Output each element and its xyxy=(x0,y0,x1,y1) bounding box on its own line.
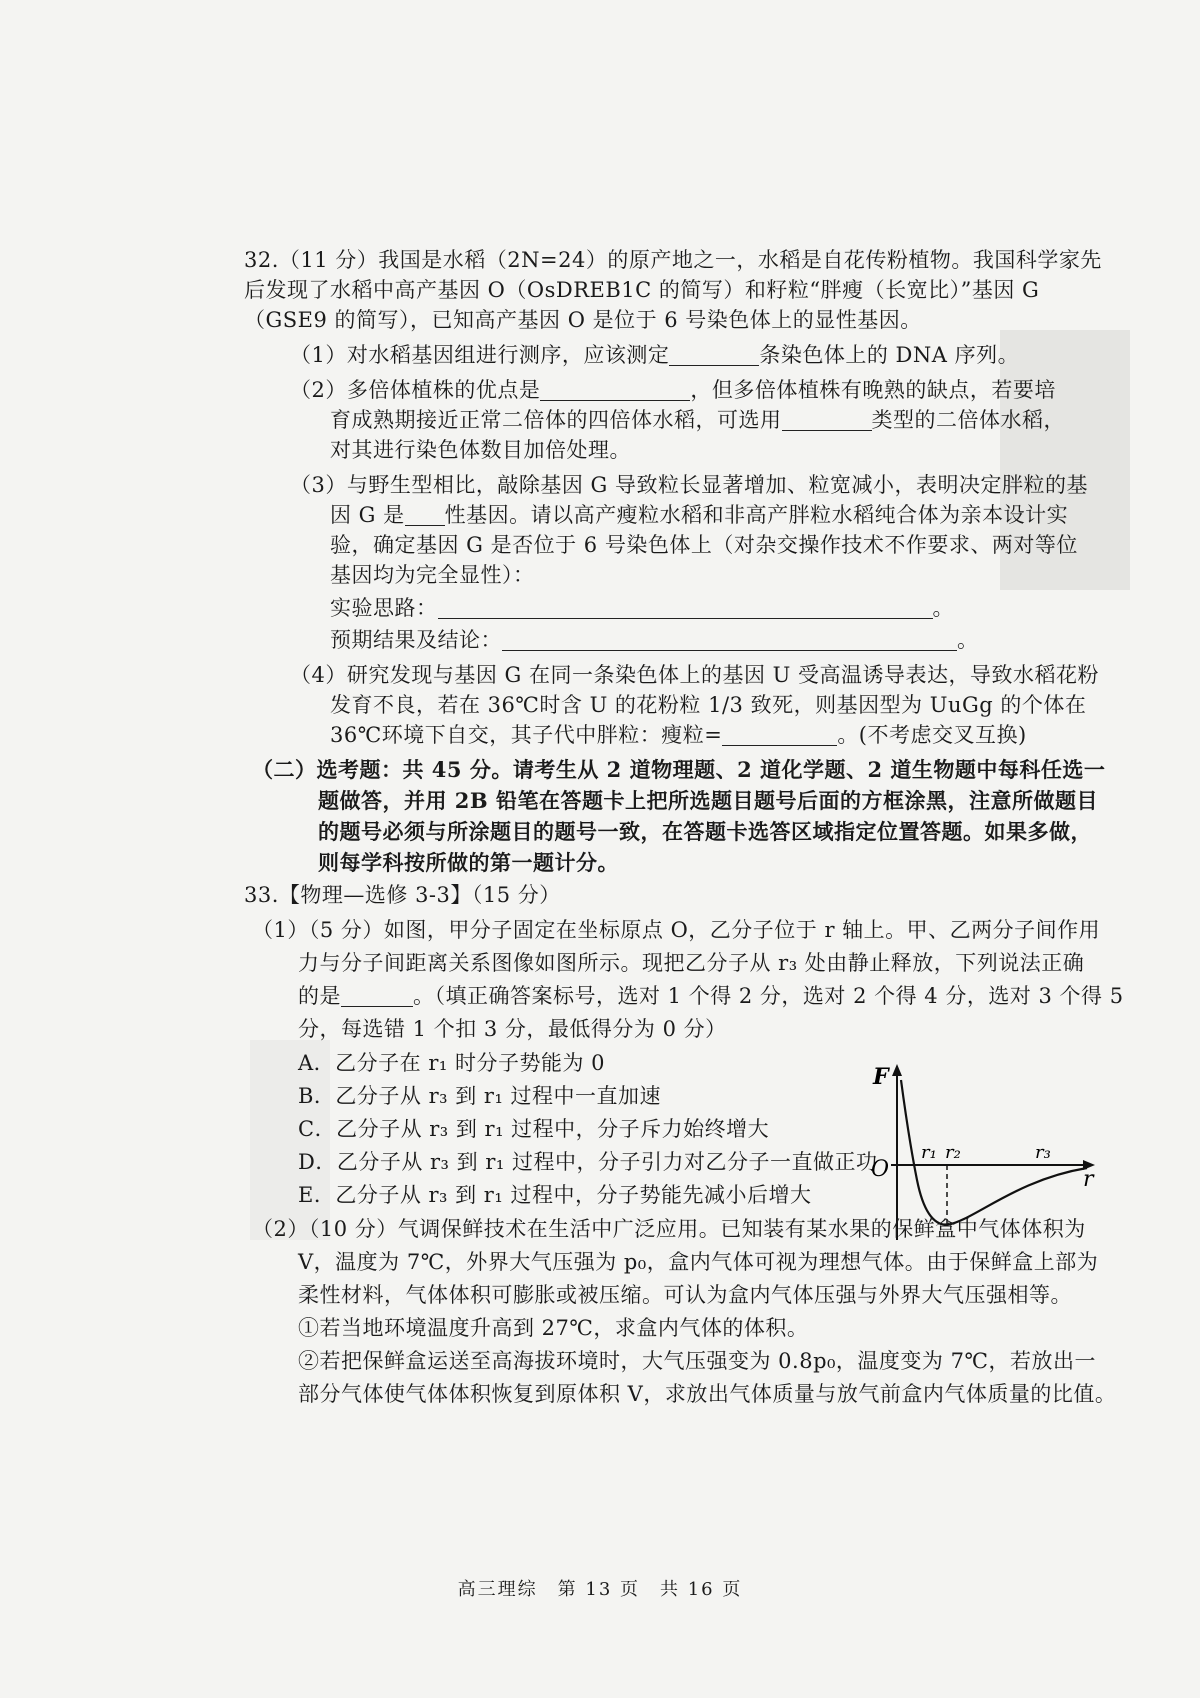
q32-part2-line2 xyxy=(330,405,1065,435)
q32-part1-text-a: （1）对水稻基因组进行测序，应该测定 xyxy=(290,343,670,367)
period: 。 xyxy=(932,596,954,620)
q32-part2-line3: 对其进行染色体数目加倍处理。 xyxy=(330,438,631,462)
q32-part2-text-c: 育成熟期接近正常二倍体的四倍体水稻，可选用 xyxy=(330,408,782,432)
section2-line-3: 的题号必须与所涂题目的题号一致，在答题卡选答区域指定位置答题。如果多做， xyxy=(318,819,1092,844)
q32-part1-text-b: 条染色体上的 DNA 序列。 xyxy=(759,343,1020,367)
section2-line-4: 则每学科按所做的第一题计分。 xyxy=(318,850,619,875)
r-axis-label: r xyxy=(1083,1167,1094,1192)
option-c: C．乙分子从 r₃ 到 r₁ 过程中，分子斥力始终增大 xyxy=(298,1117,770,1141)
q32-part4-line3 xyxy=(330,720,1027,750)
period: 。 xyxy=(957,628,979,652)
option-a: A．乙分子在 r₁ 时分子势能为 0 xyxy=(298,1051,606,1075)
q32-part2-text-d: 类型的二倍体水稻， xyxy=(871,408,1065,432)
q33-sub2-line2: V，温度为 7℃，外界大气压强为 p₀，盒内气体可视为理想气体。由于保鲜盒上部为 xyxy=(298,1250,1099,1274)
q32-part3-line3: 验，确定基因 G 是否位于 6 号染色体上（对杂交操作技术不作要求、两对等位 xyxy=(330,533,1078,557)
q32-part4-text-d: 。(不考虑交叉互换) xyxy=(837,723,1027,747)
q32-part3-blank-1[interactable] xyxy=(405,503,445,526)
expected-result-label: 预期结果及结论： xyxy=(330,628,502,652)
q32-part1-blank[interactable] xyxy=(669,343,759,366)
q32-part3-text-b: 因 G 是 xyxy=(330,503,405,527)
q32-part2-line1 xyxy=(290,375,1056,405)
expected-result-blank[interactable] xyxy=(502,628,957,651)
q32-part2-text-b: ，但多倍体植株有晚熟的缺点，若要培 xyxy=(690,378,1056,402)
q32-part4-blank[interactable] xyxy=(722,723,837,746)
page-footer: 高三理综 第 13 页 共 16 页 xyxy=(457,1579,743,1600)
q33-sub1-line1: （1）（5 分）如图，甲分子固定在坐标原点 O，乙分子位于 r 轴上。甲、乙两分子间作用 xyxy=(252,918,1101,942)
q32-part3-line1: （3）与野生型相比，敲除基因 G 导致粒长显著增加、粒宽减小，表明决定胖粒的基 xyxy=(290,473,1088,497)
q33-sub2-line3: 柔性材料，气体体积可膨胀或被压缩。可认为盒内气体压强与外界大气压强相等。 xyxy=(298,1283,1072,1307)
q32-part3-idea xyxy=(330,593,954,623)
q33-answer-blank[interactable] xyxy=(341,984,413,1007)
r1-label: r₁ xyxy=(921,1142,937,1163)
q32-part4-text-c: 36℃环境下自交，其子代中胖粒：瘦粒= xyxy=(330,723,723,747)
q32-part4-line1: （4）研究发现与基因 G 在同一条染色体上的基因 U 受高温诱导表达，导致水稻花粉 xyxy=(290,663,1100,687)
q32-line-2: 后发现了水稻中高产基因 O（OsDREB1C 的简写）和籽粒“胖瘦（长宽比）”基因 G xyxy=(244,278,1040,302)
q33-sub2-line1: （2）（10 分）气调保鲜技术在生活中广泛应用。已知装有某水果的保鲜盒中气体体积为 xyxy=(252,1217,1086,1241)
q33-sub1-text-c2: 。（填正确答案标号，选对 1 个得 2 分，选对 2 个得 4 分，选对 3 个得 5 xyxy=(413,984,1124,1008)
q32-part3-line2 xyxy=(330,500,1068,530)
r2-label: r₂ xyxy=(945,1142,961,1163)
origin-label: O xyxy=(871,1157,890,1182)
q32-part3-result xyxy=(330,625,979,655)
option-d: D．乙分子从 r₃ 到 r₁ 过程中，分子引力对乙分子一直做正功 xyxy=(298,1150,878,1174)
experiment-idea-label: 实验思路： xyxy=(330,596,438,620)
q33-title: 33.【物理—选修 3-3】（15 分） xyxy=(244,883,561,907)
q33-sub1-line2: 力与分子间距离关系图像如图所示。现把乙分子从 r₃ 处由静止释放，下列说法正确 xyxy=(298,951,1085,975)
q32-part4-line2: 发育不良，若在 36℃时含 U 的花粉粒 1/3 致死，则基因型为 UuGg 的个体在 xyxy=(330,693,1087,717)
section2-line-1: （二）选考题：共 45 分。请考生从 2 道物理题、2 道化学题、2 道生物题中每科任选一 xyxy=(252,757,1106,782)
q32-line-1: 32.（11 分）我国是水稻（2N=24）的原产地之一，水稻是自花传粉植物。我国科学家先 xyxy=(244,248,1102,272)
q33-sub2-line5: ②若把保鲜盒运送至高海拔环境时，大气压强变为 0.8p₀，温度变为 7℃，若放出一 xyxy=(298,1349,1096,1373)
q33-sub2-line4: ①若当地环境温度升高到 27℃，求盒内气体的体积。 xyxy=(298,1316,809,1340)
f-axis-arrow xyxy=(892,1064,902,1076)
q32-part1 xyxy=(290,340,1019,370)
q32-part3-line4: 基因均为完全显性）： xyxy=(330,563,535,587)
section2-line-2: 题做答，并用 2B 铅笔在答题卡上把所选题目题号后面的方框涂黑，注意所做题目 xyxy=(318,788,1098,813)
option-b: B．乙分子从 r₃ 到 r₁ 过程中一直加速 xyxy=(298,1084,662,1108)
q33-sub2-line6: 部分气体使气体体积恢复到原体积 V，求放出气体质量与放气前盒内气体质量的比值。 xyxy=(298,1382,1117,1406)
q32-part3-text-c: 性基因。请以高产瘦粒水稻和非高产胖粒水稻纯合体为亲本设计实 xyxy=(444,503,1069,527)
q32-part2-blank-2[interactable] xyxy=(782,408,872,431)
r3-label: r₃ xyxy=(1035,1142,1051,1163)
q33-sub1-text-c1: 的是 xyxy=(298,984,341,1008)
q33-sub1-line3 xyxy=(298,981,1124,1011)
q32-part2-text-a: （2）多倍体植株的优点是 xyxy=(290,378,541,402)
experiment-idea-blank[interactable] xyxy=(438,596,933,619)
f-label: F xyxy=(873,1064,889,1090)
q32-part2-blank-1[interactable] xyxy=(540,378,690,401)
q32-line-3: （GSE9 的简写），已知高产基因 O 是位于 6 号染色体上的显性基因。 xyxy=(244,308,922,332)
option-e: E．乙分子从 r₃ 到 r₁ 过程中，分子势能先减小后增大 xyxy=(298,1183,812,1207)
q33-sub1-line4: 分，每选错 1 个扣 3 分，最低得分为 0 分） xyxy=(298,1017,727,1041)
